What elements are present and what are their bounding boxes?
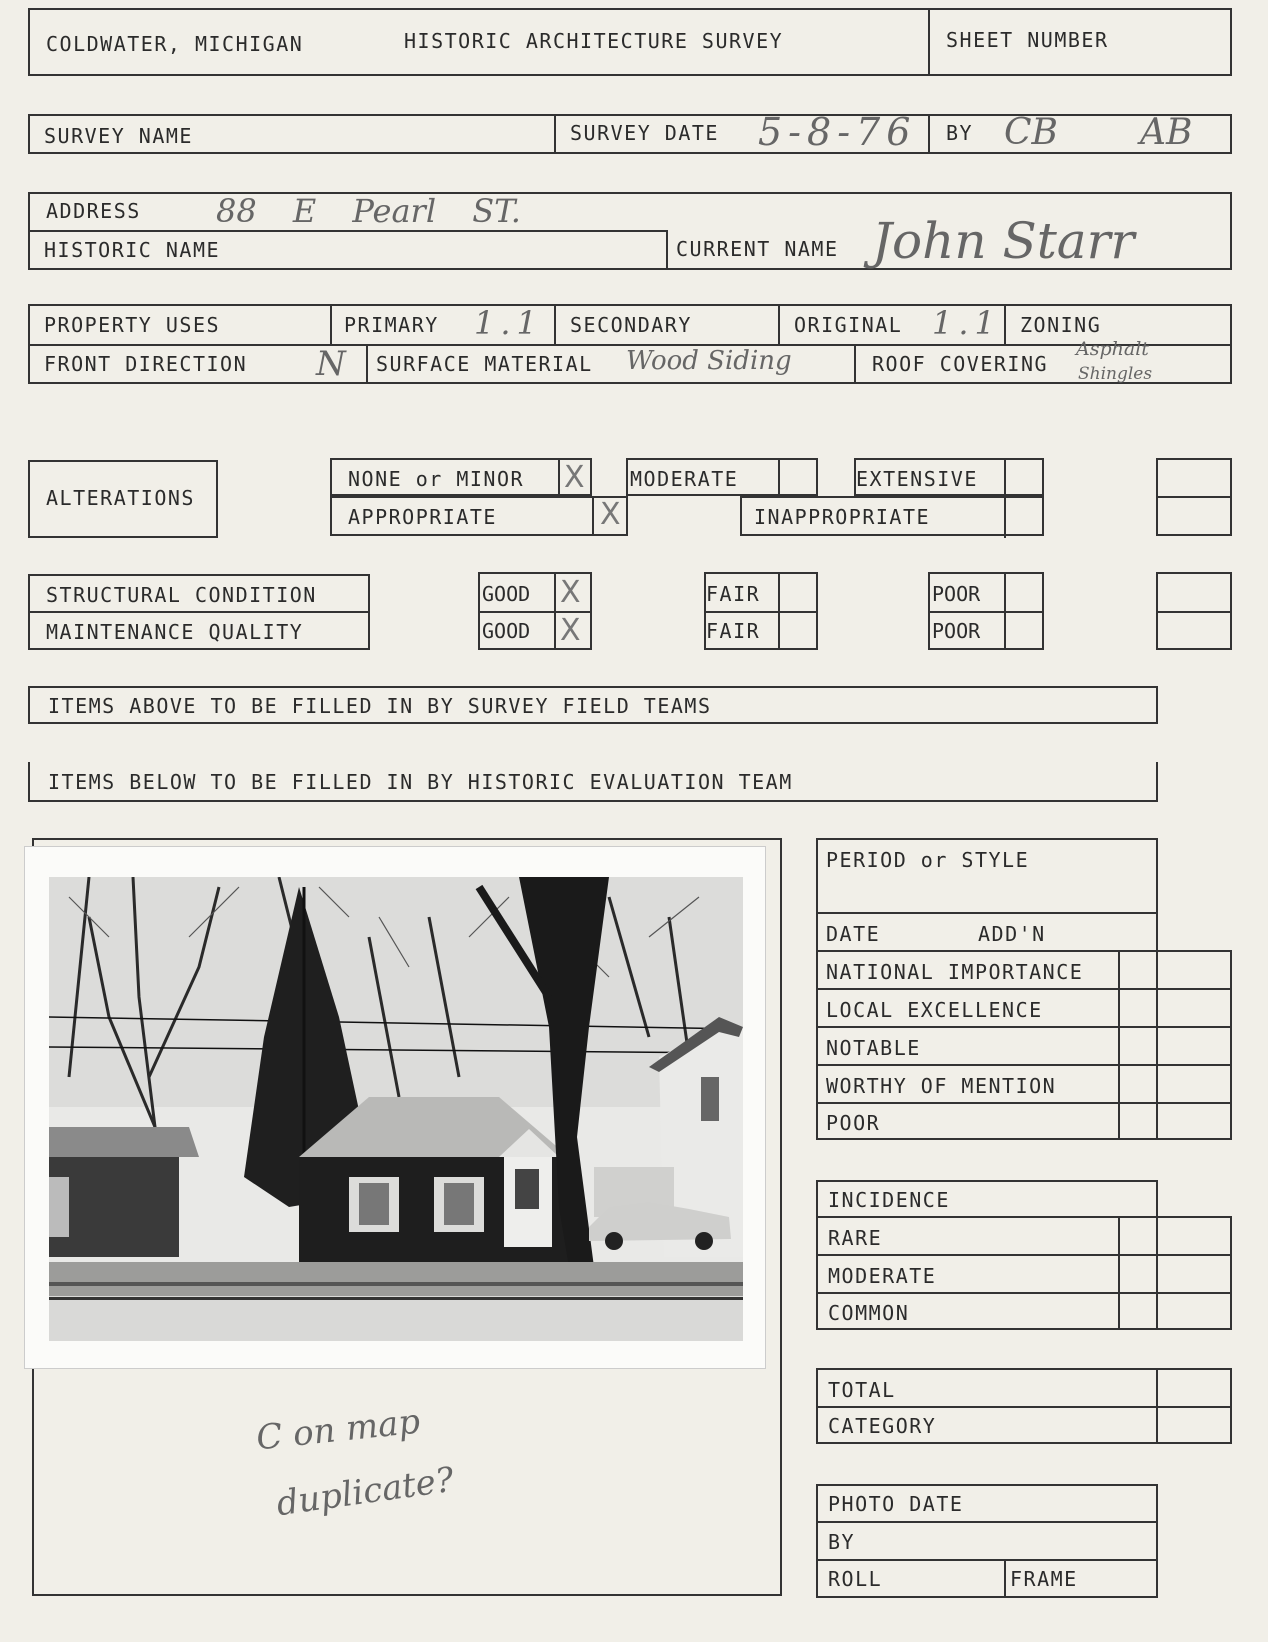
maintenance-poor-label: POOR	[932, 619, 981, 643]
photo-by-label: BY	[828, 1530, 856, 1554]
roof-covering-value-2: Shingles	[1078, 364, 1153, 384]
original-value: 1.1	[932, 304, 1001, 342]
inappropriate-label: INAPPROPRIATE	[754, 505, 931, 529]
evaluation-poor-label: POOR	[826, 1111, 881, 1135]
moderate-label: MODERATE	[630, 467, 739, 491]
sheet-number-label: SHEET NUMBER	[946, 28, 1109, 52]
house-photo-image	[49, 877, 743, 1341]
notable-label: NOTABLE	[826, 1036, 921, 1060]
surface-material-label: SURFACE MATERIAL	[376, 352, 593, 376]
survey-date-label: SURVEY DATE	[570, 121, 719, 145]
maintenance-good-mark: X	[560, 613, 581, 648]
common-label: COMMON	[828, 1301, 910, 1325]
handwritten-note-1: C on map	[254, 1401, 422, 1459]
by-label: BY	[946, 121, 974, 145]
maintenance-quality-label: MAINTENANCE QUALITY	[46, 620, 304, 644]
front-direction-label: FRONT DIRECTION	[44, 352, 248, 376]
maintenance-good-label: GOOD	[482, 619, 531, 643]
current-name-label: CURRENT NAME	[676, 237, 839, 261]
incidence-label: INCIDENCE	[828, 1188, 950, 1212]
current-name-value: John Starr	[872, 212, 1135, 270]
secondary-label: SECONDARY	[570, 313, 692, 337]
front-direction-value: N	[316, 344, 346, 384]
structural-good-mark: X	[560, 575, 581, 610]
form-title: HISTORIC ARCHITECTURE SURVEY	[404, 29, 784, 53]
house-photo	[24, 846, 766, 1369]
rare-label: RARE	[828, 1226, 883, 1250]
date-label: DATE	[826, 922, 881, 946]
property-uses-label: PROPERTY USES	[44, 313, 221, 337]
period-style-label: PERIOD or STYLE	[826, 848, 1030, 872]
roll-label: ROLL	[828, 1567, 883, 1591]
survey-date-value: 5-8-76	[758, 110, 917, 154]
frame-label: FRAME	[1010, 1567, 1078, 1591]
incidence-moderate-label: MODERATE	[828, 1264, 937, 1288]
photo-date-label: PHOTO DATE	[828, 1492, 964, 1516]
zoning-label: ZONING	[1020, 313, 1102, 337]
structural-poor-label: POOR	[932, 582, 981, 606]
worthy-of-mention-label: WORTHY OF MENTION	[826, 1074, 1057, 1098]
local-excellence-label: LOCAL EXCELLENCE	[826, 998, 1043, 1022]
structural-good-label: GOOD	[482, 582, 531, 606]
roof-covering-label: ROOF COVERING	[872, 352, 1049, 376]
none-or-minor-label: NONE or MINOR	[348, 467, 525, 491]
historic-name-label: HISTORIC NAME	[44, 238, 221, 262]
none-or-minor-mark: X	[564, 460, 585, 495]
survey-name-label: SURVEY NAME	[44, 124, 193, 148]
structural-fair-label: FAIR	[706, 582, 761, 606]
by-value-2: AB	[1140, 112, 1193, 153]
alterations-label: ALTERATIONS	[46, 486, 195, 510]
primary-value: 1.1	[474, 304, 543, 342]
extensive-label: EXTENSIVE	[856, 467, 978, 491]
note-above: ITEMS ABOVE TO BE FILLED IN BY SURVEY FIELD TEAMS	[48, 694, 712, 718]
appropriate-mark: X	[600, 497, 621, 532]
surface-material-value: Wood Siding	[626, 346, 792, 376]
city-label: COLDWATER, MICHIGAN	[46, 32, 304, 56]
maintenance-fair-label: FAIR	[706, 619, 761, 643]
primary-label: PRIMARY	[344, 313, 439, 337]
address-value: 88 E Pearl ST.	[216, 192, 521, 230]
category-label: CATEGORY	[828, 1414, 937, 1438]
total-label: TOTAL	[828, 1378, 896, 1402]
appropriate-label: APPROPRIATE	[348, 505, 497, 529]
handwritten-note-2: duplicate?	[274, 1459, 457, 1525]
national-importance-label: NATIONAL IMPORTANCE	[826, 960, 1084, 984]
original-label: ORIGINAL	[794, 313, 903, 337]
address-label: ADDRESS	[46, 199, 141, 223]
addn-label: ADD'N	[978, 922, 1046, 946]
by-value: CB	[1004, 112, 1058, 153]
roof-covering-value-1: Asphalt	[1076, 338, 1149, 360]
note-below: ITEMS BELOW TO BE FILLED IN BY HISTORIC EVALUATION TEAM	[48, 770, 793, 794]
structural-condition-label: STRUCTURAL CONDITION	[46, 583, 317, 607]
